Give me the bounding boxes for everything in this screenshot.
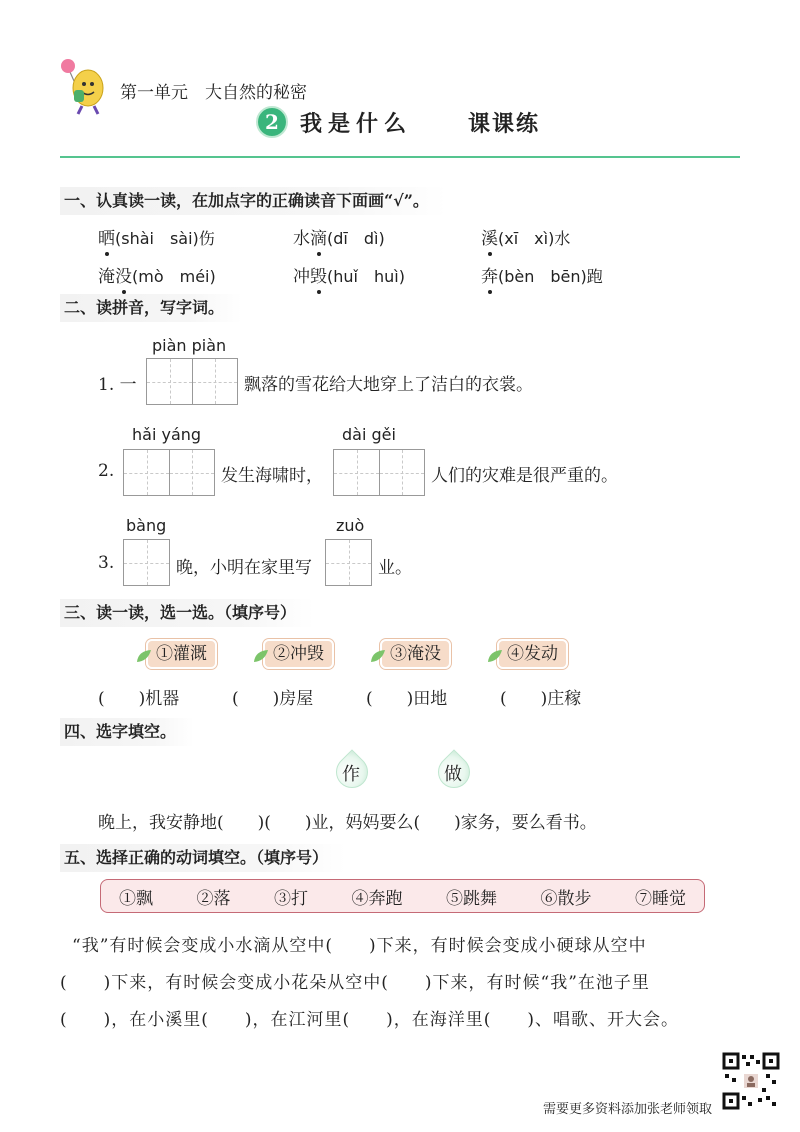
answer-blank-item[interactable]: ( )庄稼	[500, 689, 582, 709]
q2-item-3-text: 业。	[378, 558, 412, 578]
dotted-char: 滴	[310, 229, 327, 249]
q1-item-text: 冲	[293, 267, 310, 287]
verb-option: ③打	[274, 888, 308, 909]
q5-line[interactable]: “我”有时候会变成小水滴从空中( )下来，有时候会变成小硬球从空中	[72, 936, 647, 956]
leaf-icon	[487, 649, 503, 663]
option-label: ②冲毁	[273, 644, 324, 664]
answer-blank-item[interactable]: ( )田地	[366, 689, 448, 709]
q1-item-text: 水	[293, 229, 310, 249]
writing-grid[interactable]	[146, 358, 238, 405]
lesson-number-badge: 2	[256, 106, 288, 138]
verb-option: ①飘	[119, 888, 153, 909]
q5-line[interactable]: ( )，在小溪里( )，在江河里( )，在海洋里( )、唱歌、开大会。	[60, 1010, 680, 1030]
qr-code-icon	[722, 1052, 780, 1110]
q1-item-pinyin: (shài sài)伤	[115, 229, 215, 248]
writing-cell[interactable]	[192, 359, 237, 404]
q4-sentence[interactable]: 晚上，我安静地( )( )业，妈妈要么( )家务，要么看书。	[98, 813, 597, 833]
verb-option: ⑥散步	[540, 888, 592, 909]
option-label: ①灌溉	[156, 644, 207, 664]
writing-grid[interactable]	[123, 449, 215, 496]
q1-item-1	[98, 224, 215, 249]
q1-item-pinyin: (bèn bēn)跑	[498, 267, 603, 286]
dotted-char: 毁	[310, 267, 327, 287]
pinyin-label: hǎi yáng	[132, 425, 202, 444]
mascot-illustration	[56, 56, 110, 116]
section-1-heading: 一、认真读一读，在加点字的正确读音下面画“√”。	[60, 187, 447, 215]
answer-blank-item[interactable]: ( )房屋	[232, 689, 314, 709]
q1-item-pinyin: (xī xì)水	[498, 229, 571, 248]
pinyin-label: piàn piàn	[152, 336, 227, 355]
leaf-icon	[253, 649, 269, 663]
q2-item-2-num: 2.	[98, 461, 115, 481]
pinyin-label: bàng	[126, 516, 167, 535]
writing-cell[interactable]	[169, 450, 214, 495]
pinyin-label: dài gěi	[342, 425, 396, 444]
leaf-icon	[136, 649, 152, 663]
q1-item-pinyin: (huǐ huì)	[327, 267, 405, 286]
section-3-heading: 三、读一读，选一选。（填序号）	[60, 599, 314, 627]
verb-options-box	[100, 879, 705, 913]
answer-blank-item[interactable]: ( )机器	[98, 689, 180, 709]
q2-item-1-text: 飘落的雪花给大地穿上了洁白的衣裳。	[244, 375, 533, 395]
q1-item-pinyin: (dī dì)	[327, 229, 385, 248]
q1-item-4	[98, 262, 216, 287]
lesson-tag: 课课练	[468, 111, 541, 137]
unit-title: 第一单元 大自然的秘密	[120, 83, 307, 103]
verb-option: ④奔跑	[351, 888, 403, 909]
dotted-char: 溪	[481, 229, 498, 249]
section-2-heading: 二、读拼音，写字词。	[60, 294, 242, 322]
option-card	[380, 639, 451, 669]
q1-item-2	[293, 224, 385, 249]
option-card	[146, 639, 217, 669]
q1-item-text: 淹	[98, 267, 115, 287]
option-label: ④发动	[507, 644, 558, 664]
q1-item-3	[481, 224, 570, 249]
q2-item-3-mid: 晚，小明在家里写	[176, 558, 312, 578]
writing-grid[interactable]	[325, 539, 372, 586]
writing-cell[interactable]	[147, 359, 192, 404]
verb-option: ②落	[196, 888, 231, 909]
dotted-char: 晒	[98, 229, 115, 249]
section-4-heading: 四、选字填空。	[60, 718, 194, 746]
section-5-heading: 五、选择正确的动词填空。（填序号）	[60, 844, 346, 872]
writing-cell[interactable]	[326, 540, 371, 585]
verb-option: ⑦睡觉	[635, 888, 686, 909]
dotted-char: 没	[115, 267, 132, 287]
verb-option: ⑤跳舞	[446, 888, 497, 909]
q1-item-6	[481, 262, 603, 287]
writing-cell[interactable]	[124, 450, 169, 495]
lesson-title: 我是什么	[300, 111, 413, 137]
q2-item-3-num: 3.	[98, 553, 115, 573]
writing-cell[interactable]	[334, 450, 379, 495]
choice-char: 作	[342, 764, 360, 785]
leaf-icon	[370, 649, 386, 663]
q2-item-2-text: 人们的灾难是很严重的。	[431, 466, 618, 486]
q5-paragraph[interactable]	[60, 928, 752, 1039]
header-divider	[60, 156, 740, 158]
q2-item-1-num: 1. 一	[98, 375, 137, 395]
dotted-char: 奔	[481, 267, 498, 287]
option-label: ③淹没	[390, 644, 441, 664]
writing-cell[interactable]	[124, 540, 169, 585]
choice-char: 做	[444, 764, 462, 785]
writing-cell[interactable]	[379, 450, 424, 495]
q5-line[interactable]: ( )下来，有时候会变成小花朵从空中( )下来，有时候“我”在池子里	[60, 973, 650, 993]
writing-grid[interactable]	[333, 449, 425, 496]
q2-item-2-mid: 发生海啸时，	[221, 466, 323, 486]
footer-note: 需要更多资料添加张老师领取	[542, 1102, 712, 1117]
option-card	[497, 639, 568, 669]
writing-grid[interactable]	[123, 539, 170, 586]
q1-item-5	[293, 262, 405, 287]
pinyin-label: zuò	[336, 516, 365, 535]
q1-item-pinyin: (mò méi)	[132, 267, 216, 286]
option-card	[263, 639, 334, 669]
